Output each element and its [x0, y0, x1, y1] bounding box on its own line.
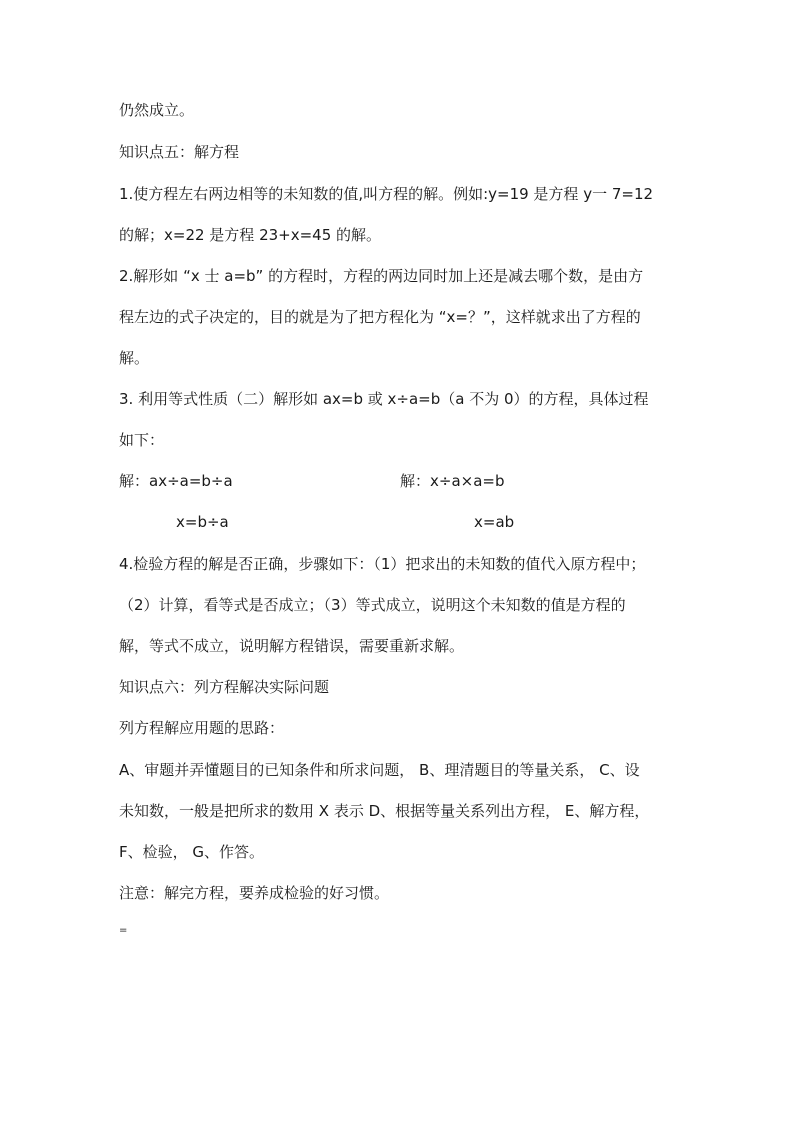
- text-line: 1.使方程左右两边相等的未知数的值,叫方程的解。例如:y=19 是方程 y一 7=12: [119, 185, 654, 203]
- equation-right-step-2: x=ab: [474, 513, 515, 531]
- note-line: 注意：解完方程，要养成检验的好习惯。: [119, 884, 390, 902]
- equation-left-step-1: 解：ax÷a=b÷a: [119, 472, 233, 490]
- text-line: A、审题并弄懂题目的已知条件和所求问题， B、理清题目的等量关系， C、设: [119, 761, 640, 779]
- equation-right-step-1: 解：x÷a×a=b: [400, 472, 505, 490]
- text-line: 4.检验方程的解是否正确，步骤如下：（1）把求出的未知数的值代入原方程中；: [119, 555, 646, 573]
- equals-mark: =: [119, 925, 128, 936]
- text-line: 解。: [119, 349, 150, 367]
- text-line: 程左边的式子决定的，目的就是为了把方程化为 “x=？”，这样就求出了方程的: [119, 308, 641, 326]
- text-line: 如下：: [119, 431, 165, 449]
- text-line: 仍然成立。: [119, 101, 195, 119]
- text-line: 2.解形如 “x 士 a=b” 的方程时，方程的两边同时加上还是减去哪个数，是由方: [119, 267, 644, 285]
- text-line: F、检验， G、作答。: [119, 843, 265, 861]
- section-heading: 知识点五：解方程: [119, 143, 240, 161]
- text-line: （2）计算，看等式是否成立；（3）等式成立，说明这个未知数的值是方程的: [119, 596, 626, 614]
- text-line: 解，等式不成立，说明解方程错误，需要重新求解。: [119, 637, 465, 655]
- text-line: 未知数，一般是把所求的数用 X 表示 D、根据等量关系列出方程， E、解方程，: [119, 802, 650, 820]
- text-line: 的解；x=22 是方程 23+x=45 的解。: [119, 226, 382, 244]
- section-heading: 知识点六：列方程解决实际问题: [119, 678, 330, 696]
- text-line: 列方程解应用题的思路：: [119, 719, 285, 737]
- text-line: 3. 利用等式性质（二）解形如 ax=b 或 x÷a=b（a 不为 0）的方程，具体过程: [119, 390, 649, 408]
- equation-left-step-2: x=b÷a: [176, 513, 229, 531]
